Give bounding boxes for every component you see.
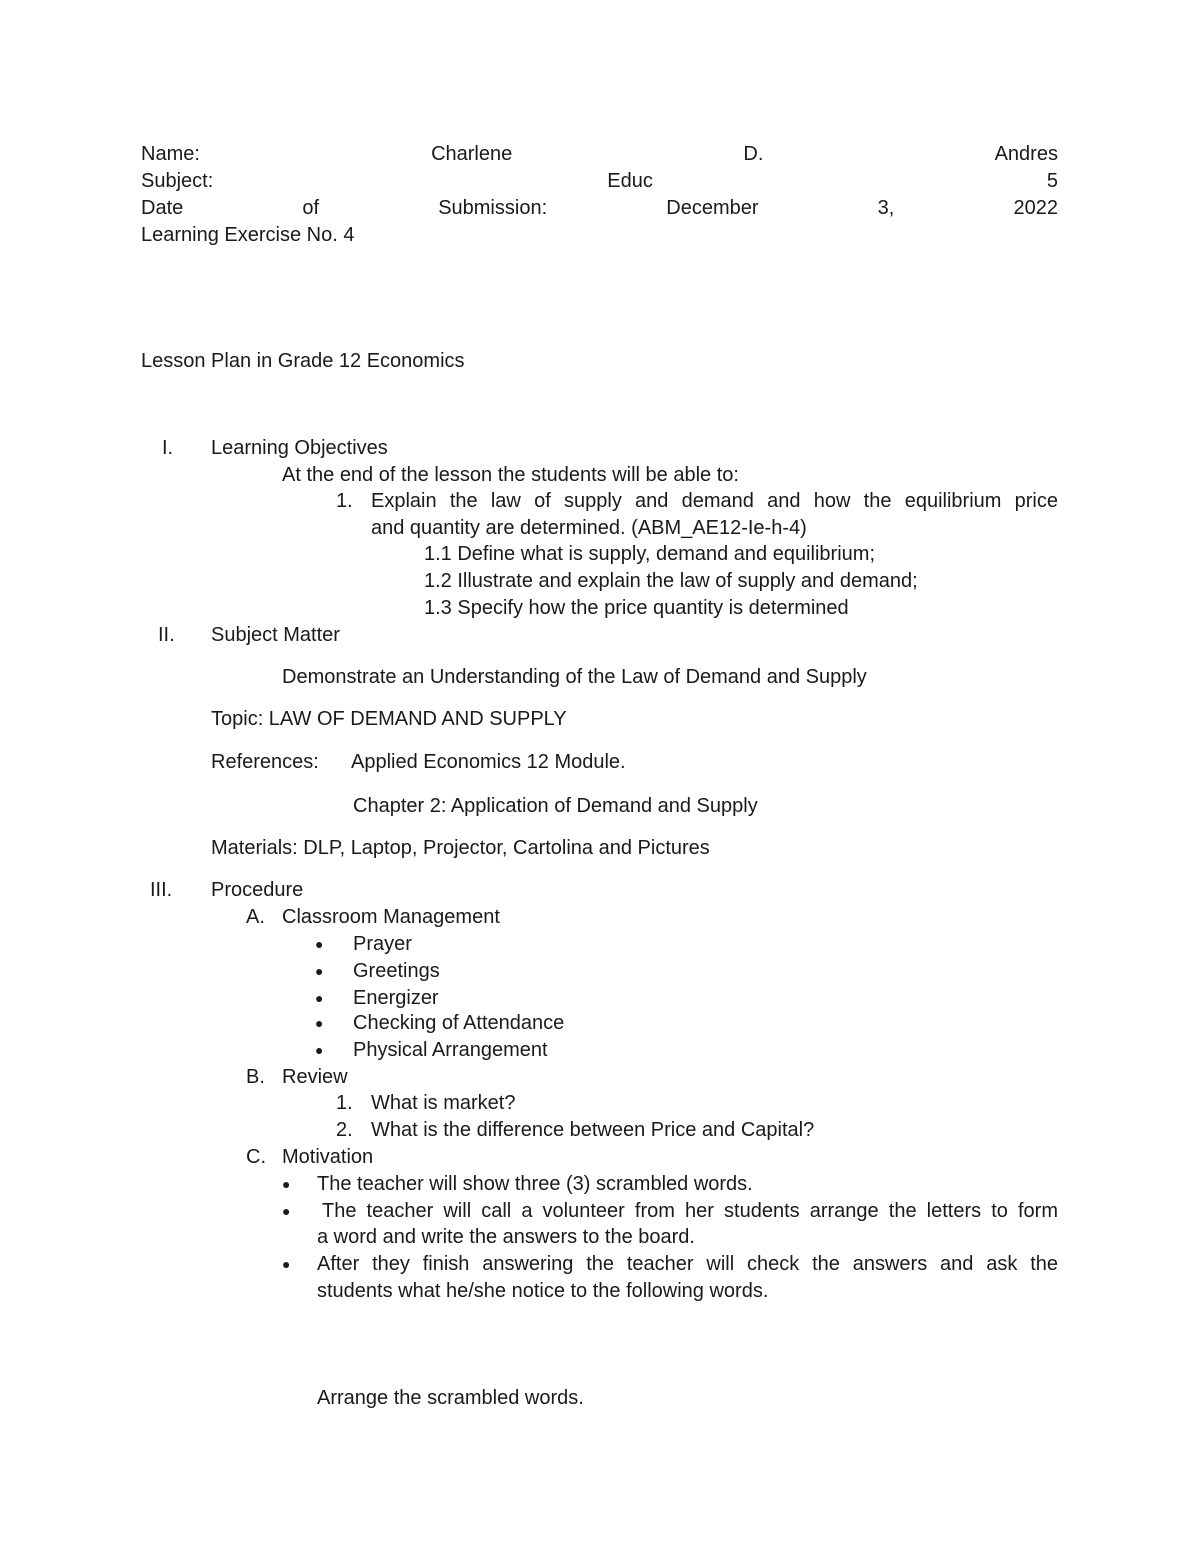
date-word-2: of: [302, 197, 320, 219]
bullet-icon: ●: [315, 963, 324, 979]
bullet-icon: ●: [315, 936, 324, 952]
management-item-arrangement: Physical Arrangement: [353, 1039, 548, 1061]
middle-initial: D.: [743, 143, 764, 165]
subject-statement: Demonstrate an Understanding of the Law of Demand and Supply: [282, 666, 867, 688]
motivation-item-3-line-1: After they finish answering the teacher will check the answers and ask the: [317, 1253, 1058, 1275]
date-day: 3,: [877, 197, 895, 219]
review-number-1: 1.: [336, 1092, 353, 1114]
subject-row: [141, 169, 1058, 193]
materials-line: Materials: DLP, Laptop, Projector, Cartolina and Pictures: [211, 837, 710, 859]
procedure-letter-a: A.: [246, 906, 265, 928]
motivation-item-3-line-2: students what he/she notice to the following words.: [317, 1280, 769, 1302]
objective-number: 1.: [336, 490, 353, 512]
page-title: Lesson Plan in Grade 12 Economics: [141, 350, 465, 372]
section-heading-objectives: Learning Objectives: [211, 437, 388, 459]
management-item-prayer: Prayer: [353, 933, 412, 955]
exercise-number: Learning Exercise No. 4: [141, 224, 355, 246]
section-numeral-3: III.: [150, 879, 173, 901]
review-heading: Review: [282, 1066, 348, 1088]
name-row: [141, 142, 1058, 166]
bullet-icon: ●: [315, 990, 324, 1006]
date-word-1: Date: [141, 197, 184, 219]
reference-2: Chapter 2: Application of Demand and Supply: [353, 795, 758, 817]
sub-objective-2: 1.2 Illustrate and explain the law of supply and demand;: [424, 570, 918, 592]
date-word-3: Submission:: [438, 197, 548, 219]
references-label: References:: [211, 751, 319, 773]
subject-label: Subject:: [141, 170, 214, 192]
bullet-icon: ●: [282, 1256, 291, 1272]
objective-line-2: and quantity are determined. (ABM_AE12-Ie-h-4): [371, 517, 807, 539]
management-item-energizer: Energizer: [353, 987, 439, 1009]
date-year: 2022: [1013, 197, 1058, 219]
section-numeral-1: I.: [162, 437, 174, 459]
name-label: Name:: [141, 143, 200, 165]
bullet-icon: ●: [282, 1203, 291, 1219]
sub-objective-3: 1.3 Specify how the price quantity is determined: [424, 597, 849, 619]
motivation-item-1: The teacher will show three (3) scrambled words.: [317, 1173, 753, 1195]
review-question-1: What is market?: [371, 1092, 516, 1114]
first-name: Charlene: [431, 143, 513, 165]
management-item-greetings: Greetings: [353, 960, 440, 982]
review-number-2: 2.: [336, 1119, 353, 1141]
subject-number: 5: [1046, 170, 1058, 192]
section-heading-procedure: Procedure: [211, 879, 304, 901]
management-item-attendance: Checking of Attendance: [353, 1012, 565, 1034]
section-heading-subject-matter: Subject Matter: [211, 624, 340, 646]
motivation-item-2-line-1: The teacher will call a volunteer from her students arrange the letters to form: [322, 1200, 1058, 1222]
topic-line: Topic: LAW OF DEMAND AND SUPPLY: [211, 708, 567, 730]
motivation-heading: Motivation: [282, 1146, 374, 1168]
objective-line-1: Explain the law of supply and demand and how the equilibrium price: [371, 490, 1058, 512]
bullet-icon: ●: [315, 1042, 324, 1058]
date-month: December: [666, 197, 759, 219]
sub-objective-1: 1.1 Define what is supply, demand and equilibrium;: [424, 543, 875, 565]
motivation-item-2-line-2: a word and write the answers to the board.: [317, 1226, 695, 1248]
reference-1: Applied Economics 12 Module.: [351, 751, 626, 773]
date-row: [141, 196, 1058, 220]
subject-name: Educ: [607, 170, 653, 192]
objectives-intro: At the end of the lesson the students will be able to:: [282, 464, 739, 486]
procedure-letter-b: B.: [246, 1066, 265, 1088]
review-question-2: What is the difference between Price and Capital?: [371, 1119, 815, 1141]
section-numeral-2: II.: [158, 624, 175, 646]
scramble-instruction: Arrange the scrambled words.: [317, 1387, 584, 1409]
last-name: Andres: [994, 143, 1058, 165]
procedure-letter-c: C.: [246, 1146, 266, 1168]
classroom-management-heading: Classroom Management: [282, 906, 500, 928]
bullet-icon: ●: [315, 1015, 324, 1031]
bullet-icon: ●: [282, 1176, 291, 1192]
